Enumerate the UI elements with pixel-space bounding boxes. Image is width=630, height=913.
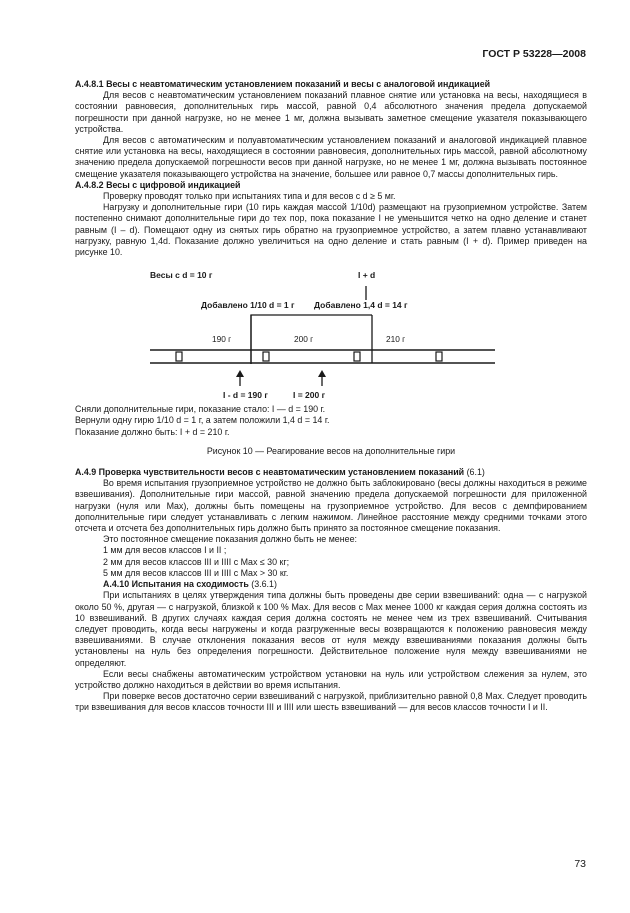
paragraph: При испытаниях в целях утверждения типа должны быть проведены две серии взвешиваний: одна — с нагрузкой около 50 %, другая — с нагрузкой, близкой к 100 % Max. Для весов с Max менее 1000 кг каждая серия должна состоять из 10 взвешиваний. В других случаях каждая серия должна состоять не менее чем из трех взвешиваний. Считывания следует проводить, когда весы нагружены и когда разгруженные весы возвращаются к положению равновесия между взвешиваниями. В случае отклонения показания весов от нуля между взвешиваниями показания должны быть установлены на нуль без определения погрешности. Действительное положение нуля между взвешиваниями не определяют. <box>75 590 587 668</box>
top-label: I + d <box>358 270 376 281</box>
section-title-a4-9 <box>75 467 587 478</box>
section-ref: (6.1) <box>466 467 485 478</box>
bottom-label-2: I = 200 г <box>293 390 326 401</box>
arrow-left-head <box>236 370 244 377</box>
value-190: 190 г <box>212 334 232 345</box>
figure-10 <box>75 264 587 404</box>
value-200: 200 г <box>294 334 314 345</box>
arrow-right-head <box>318 370 326 377</box>
figure-diagram <box>75 264 587 404</box>
paragraph: Это постоянное смещение показания должно быть не менее: <box>103 534 357 545</box>
list-item: 5 мм для весов классов III и IIII с Max > 30 кг. <box>103 567 289 578</box>
added-label-1: Добавлено 1/10 d = 1 г <box>201 300 295 311</box>
page-number: 73 <box>574 858 586 870</box>
figure-caption: Рисунок 10 — Реагирование весов на дополнительные гири <box>206 445 456 456</box>
scale-tick <box>176 352 182 361</box>
standard-header: ГОСТ Р 53228—2008 <box>482 48 586 60</box>
bottom-label-1: I - d = 190 г <box>223 390 268 401</box>
section-title-a4-10 <box>75 579 587 590</box>
figure-note: Вернули одну гирю 1/10 d = 1 г, а затем положили 1,4 d = 14 г. <box>75 415 330 426</box>
section-ref: (3.6.1) <box>251 579 277 590</box>
figure-note: Сняли дополнительные гири, показание стало: I — d = 190 г. <box>75 404 326 415</box>
section-title-text: А.4.10 Испытания на сходимость <box>103 579 249 590</box>
paragraph: Во время испытания грузоприемное устройство не должно быть заблокировано (весы должны находиться в режиме взвешивания). Дополнительные гири массой, равной значению предела допускаемой погрешности для приложенной нагрузки (нуля или Max), должны быть помещены на грузоприемное устройство. Для весов с демпфированием дополнительные гири следует устанавливать с легким нажимом. Линейное расстояние между средними точками этого отсчета и отсчета без дополнительных гирь должно быть принято за постоянное смещение показания. <box>75 478 587 534</box>
list-item: 1 мм для весов классов I и II ; <box>103 545 227 556</box>
scale-label: Весы с d = 10 г <box>150 270 213 281</box>
list-item: 2 мм для весов классов III и IIII с Max ≤ 30 кг; <box>103 556 290 567</box>
value-210: 210 г <box>386 334 406 345</box>
paragraph: Для весов с неавтоматическим установлением показаний плавное снятие или установка на весы, находящиеся в состоянии равновесия, дополнительных гирь массой, равной 0,4 абсолютного значения предела допускаемой погрешности при данной нагрузке, но не менее 1 мг, должна вызывать заметное смещение указателя показывающего устройства. <box>75 90 587 134</box>
paragraph: Нагрузку и дополнительные гири (10 гирь каждая массой 1/10d) размещают на грузоприемном устройстве. Затем постепенно снимают дополнительные гири до тех пор, пока показание I не уменьшится четко на одно деление и станет равным (I – d). Помещают одну из снятых гирь обратно на грузоприемное устройство, а затем плавно устанавливают нагрузку, равную 1,4d. Показание должно увеличиться на одно деление и стать равным (I + d). Пример приведен на рисунке 10. <box>75 202 587 258</box>
scale-tick <box>354 352 360 361</box>
paragraph: Для весов с автоматическим и полуавтоматическим установлением показаний и аналоговой индикацией плавное снятие или установка на весы, находящиеся в состоянии равновесия, дополнительных гирь массой, равной абсолютному значению предела допускаемой погрешности весов при данной нагрузке, но не менее 1 мг, должна вызывать постоянное смещение указателя показывающего устройства на значение, большее или равное 0,7 массы дополнительных гирь. <box>75 135 587 179</box>
section-title-a4-8-1: А.4.8.1 Весы с неавтоматическим установлением показаний и весы с аналоговой индикацией <box>75 79 491 89</box>
paragraph: Если весы снабжены автоматическим устройством установки на нуль или устройством слежения за нулем, это устройство должно находиться в действии во время испытания. <box>75 668 587 690</box>
document-body <box>75 79 587 714</box>
section-title-text: А.4.9 Проверка чувствительности весов с неавтоматическим установлением показаний <box>75 467 465 478</box>
scale-tick <box>263 352 269 361</box>
added-label-2: Добавлено 1,4 d = 14 г <box>314 300 408 311</box>
figure-note: Показание должно быть: I + d = 210 г. <box>75 426 230 437</box>
section-title-a4-8-2: А.4.8.2 Весы с цифровой индикацией <box>75 179 241 190</box>
paragraph: Проверку проводят только при испытаниях типа и для весов с d ≥ 5 мг. <box>103 191 396 202</box>
scale-tick <box>436 352 442 361</box>
paragraph: При поверке весов достаточно серии взвешиваний с нагрузкой, приблизительно равной 0,8 Max. Следует проводить три взвешивания для весов классов точности III и IIII или шесть взвешиваний — для весов классов точности I и II. <box>75 691 587 713</box>
